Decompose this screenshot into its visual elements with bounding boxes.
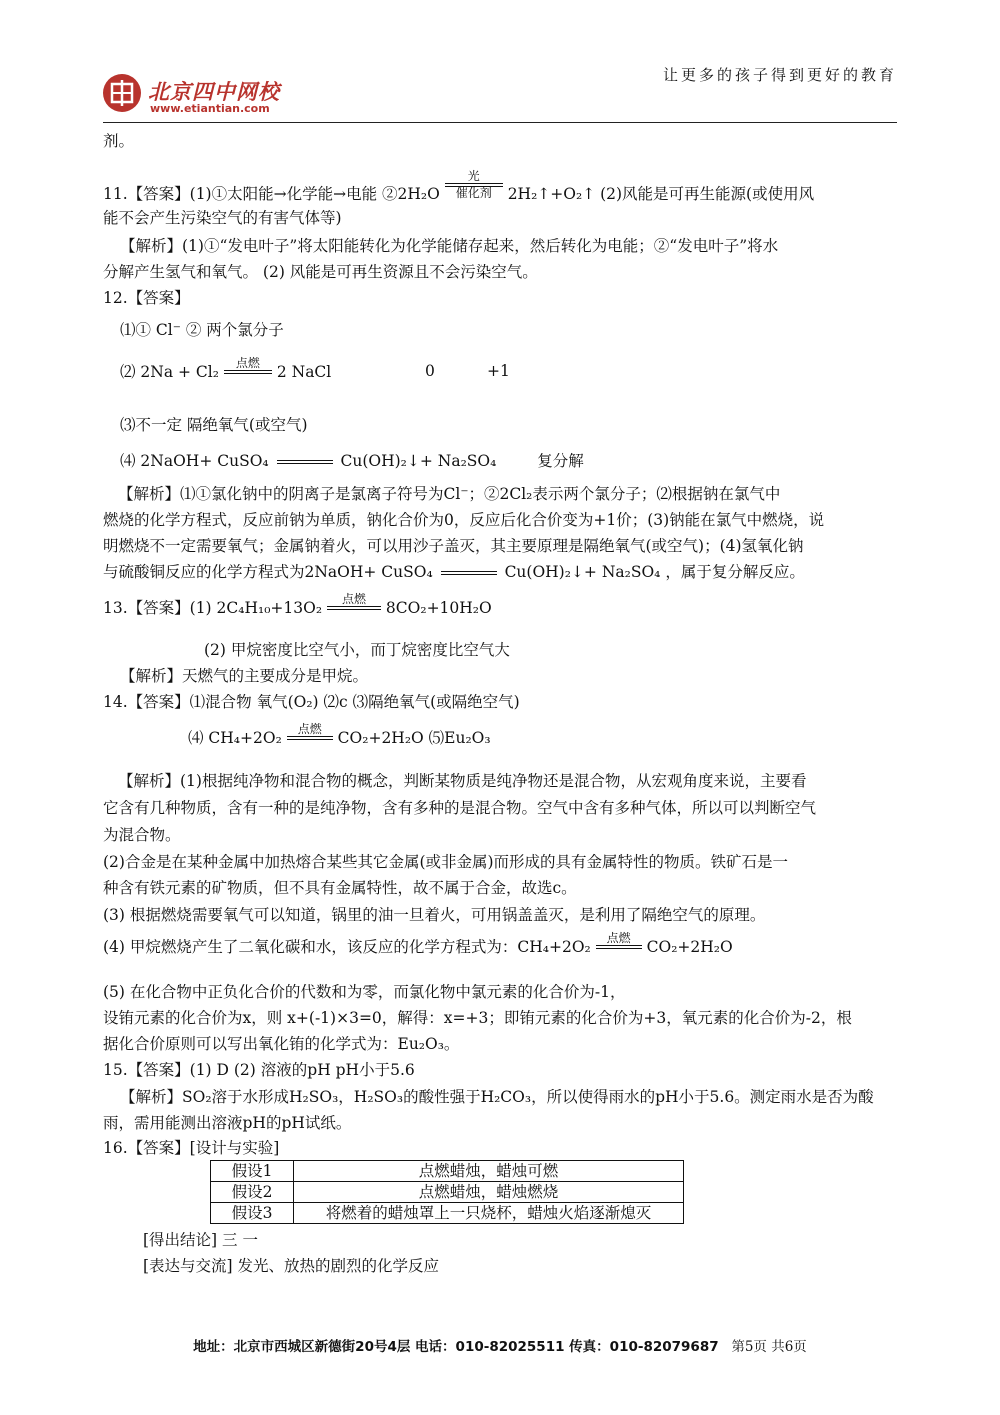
condition-label: 点燃 — [606, 930, 631, 945]
q14-explanation-cont: 它含有几种物质，含有一种的是纯净物，含有多种的是混合物。空气中含有多种气体，所以可以判断空气 — [103, 799, 817, 817]
q12-equation-products: Cu(OH)₂↓+ Na₂SO₄ — [340, 452, 497, 470]
reaction-condition — [287, 723, 333, 740]
logo-website-url: www.etiantian.com — [150, 102, 270, 115]
table-cell: 假设3 — [211, 1203, 294, 1224]
q12-title: 12.【答案】 — [103, 289, 190, 307]
q12-reaction-type: 复分解 — [537, 452, 584, 470]
reaction-equals-sign — [441, 571, 497, 575]
q14-equation-products: CO₂+2H₂O ⑸Eu₂O₃ — [337, 729, 491, 747]
school-logo-emblem — [103, 74, 141, 112]
q14-explanation-equation — [103, 930, 733, 957]
q11-explanation: 【解析】(1)①“发电叶子”将太阳能转化为化学能储存起来，然后转化为电能；②“发电叶子”将水 — [120, 237, 779, 255]
q14-explanation-cont: (5) 在化合物中正负化合价的代数和为零，而氯化物中氯元素的化合价为-1， — [103, 983, 626, 1001]
body-text-line: 剂。 — [103, 132, 135, 150]
condition-bottom-label: 催化剂 — [455, 186, 492, 200]
q11-answer-products: 2H₂↑+O₂↑ (2)风能是可再生能源(或使用风 — [507, 185, 815, 203]
logo-school-name: 北京四中网校 — [148, 80, 280, 104]
q14-explanation-cont: 设铕元素的化合价为x，则 x+(-1)×3=0，解得：x=+3；即铕元素的化合价为+3，氧元素的化合价为-2，根 — [103, 1009, 852, 1027]
reaction-equals-sign — [224, 370, 272, 374]
condition-top-label: 光 — [467, 169, 480, 183]
page-footer — [0, 1335, 1000, 1355]
table-cell: 点燃蜡烛，蜡烛可燃 — [294, 1161, 684, 1182]
page-number: 第5页 共6页 — [731, 1339, 807, 1355]
q11-answer-cont: 能不会产生污染空气的有害气体等) — [103, 209, 342, 227]
footer-address: 地址：北京市西城区新德街20号4层 电话：010-82025511 传真：010-82079687 — [193, 1339, 719, 1355]
condition-label: 点燃 — [341, 591, 366, 606]
q15-explanation: 【解析】SO₂溶于水形成H₂SO₃，H₂SO₃的酸性强于H₂CO₃，所以使得雨水的pH小于5.6。测定雨水是否为酸 — [120, 1088, 874, 1106]
q12-valence-before: 0 — [425, 362, 435, 380]
q12-equation-reactants: ⑵ 2Na + Cl₂ — [120, 363, 219, 381]
table-cell: 将燃着的蜡烛罩上一只烧杯，蜡烛火焰逐渐熄灭 — [294, 1203, 684, 1224]
q13-equation-products: 8CO₂+10H₂O — [385, 599, 492, 617]
q14-explanation: 【解析】(1)根据纯净物和混合物的概念，判断某物质是纯净物还是混合物，从宏观角度来说，主要看 — [118, 772, 807, 790]
q16-conclusion: [得出结论] 三 一 — [143, 1231, 258, 1249]
q12-explanation: 【解析】⑴①氯化钠中的阴离子是氯离子符号为Cl⁻；②2Cl₂表示两个氯分子；⑵根据钠在氯气中 — [118, 485, 781, 503]
reaction-condition — [224, 357, 272, 374]
q14-answer-1: 14.【答案】⑴混合物 氧气(O₂) ⑵c ⑶隔绝氧气(或隔绝空气) — [103, 693, 520, 711]
q12-answer-1: ⑴① Cl⁻ ② 两个氯分子 — [120, 321, 284, 339]
q14-answer-2 — [188, 721, 491, 748]
table-cell: 点燃蜡烛，蜡烛燃烧 — [294, 1182, 684, 1203]
q14-explanation-cont: 种含有铁元素的矿物质，但不具有金属特性，故不属于合金，故选c。 — [103, 879, 577, 897]
q12-explanation-cont: 燃烧的化学方程式，反应前钠为单质，钠化合价为0，反应后化合价变为+1价；(3)钠能在氯气中燃烧，说 — [103, 511, 825, 529]
q14-explanation-cont: 为混合物。 — [103, 826, 181, 844]
table-cell: 假设1 — [211, 1161, 294, 1182]
condition-label: 点燃 — [297, 721, 322, 736]
table-row — [211, 1182, 684, 1203]
condition-label: 点燃 — [235, 355, 260, 370]
q12-valence-after: +1 — [487, 362, 510, 380]
q11-answer-text: 11.【答案】(1)①太阳能→化学能→电能 ②2H₂O — [103, 185, 440, 203]
q14-equation-reactants: ⑷ CH₄+2O₂ — [188, 729, 282, 747]
reaction-equals-sign — [277, 460, 333, 464]
q14-explanation-cont: (2)合金是在某种金属中加热熔合某些其它金属(或非金属)而形成的具有金属特性的物质。铁矿石是一 — [103, 853, 789, 871]
q12-answer-3: ⑶不一定 隔绝氧气(或空气) — [120, 416, 308, 434]
reaction-condition — [445, 170, 503, 200]
q14-explanation-products: CO₂+2H₂O — [646, 938, 733, 956]
q14-explanation-cont: (3) 根据燃烧需要氧气可以知道，锅里的油一旦着火，可用锅盖盖灭，是利用了隔绝空气的原理。 — [103, 906, 766, 924]
reaction-condition — [327, 593, 381, 610]
q13-answer-1 — [103, 591, 492, 618]
q12-answer-2 — [120, 355, 332, 382]
q13-explanation: 【解析】天燃气的主要成分是甲烷。 — [120, 667, 369, 685]
q12-explanation-reactants: 与硫酸铜反应的化学方程式为2NaOH+ CuSO₄ — [103, 563, 433, 581]
q14-explanation-text: (4) 甲烷燃烧产生了二氧化碳和水，该反应的化学方程式为：CH₄+2O₂ — [103, 938, 591, 956]
q12-equation-products: 2 NaCl — [276, 363, 332, 381]
q15-answer: 15.【答案】(1) D (2) 溶液的pH pH小于5.6 — [103, 1061, 415, 1079]
q16-hypothesis-table — [210, 1160, 684, 1224]
q16-communication: [表达与交流] 发光、放热的剧烈的化学反应 — [143, 1257, 440, 1275]
q12-answer-4 — [120, 449, 584, 471]
reaction-equals-sign — [287, 736, 333, 740]
q15-explanation-cont: 雨，需用能测出溶液pH的pH试纸。 — [103, 1114, 352, 1132]
q12-equation-reactants: ⑷ 2NaOH+ CuSO₄ — [120, 452, 269, 470]
q13-answer-2: (2) 甲烷密度比空气小，而丁烷密度比空气大 — [204, 641, 510, 659]
table-row — [211, 1203, 684, 1224]
reaction-condition — [596, 932, 642, 949]
header-divider — [103, 122, 897, 123]
q12-explanation-equation — [103, 560, 805, 582]
table-cell: 假设2 — [211, 1182, 294, 1203]
logo-mark-icon — [103, 74, 141, 112]
q12-explanation-cont: 明燃烧不一定需要氧气；金属钠着火，可以用沙子盖灭，其主要原理是隔绝氧气(或空气)；(4)氢氧化钠 — [103, 537, 804, 555]
reaction-equals-sign — [596, 945, 642, 949]
q11-explanation-cont: 分解产生氢气和氧气。 (2) 风能是可再生资源且不会污染空气。 — [103, 263, 538, 281]
table-row — [211, 1161, 684, 1182]
q14-explanation-cont: 据化合价原则可以写出氧化铕的化学式为：Eu₂O₃。 — [103, 1035, 460, 1053]
q16-answer-title: 16.【答案】[设计与实验] — [103, 1139, 280, 1157]
header-slogan: 让更多的孩子得到更好的教育 — [662, 66, 897, 84]
q12-explanation-products: Cu(OH)₂↓+ Na₂SO₄ ，属于复分解反应。 — [504, 563, 805, 581]
reaction-equals-sign — [327, 606, 381, 610]
q13-equation-reactants: 13.【答案】(1) 2C₄H₁₀+13O₂ — [103, 599, 323, 617]
